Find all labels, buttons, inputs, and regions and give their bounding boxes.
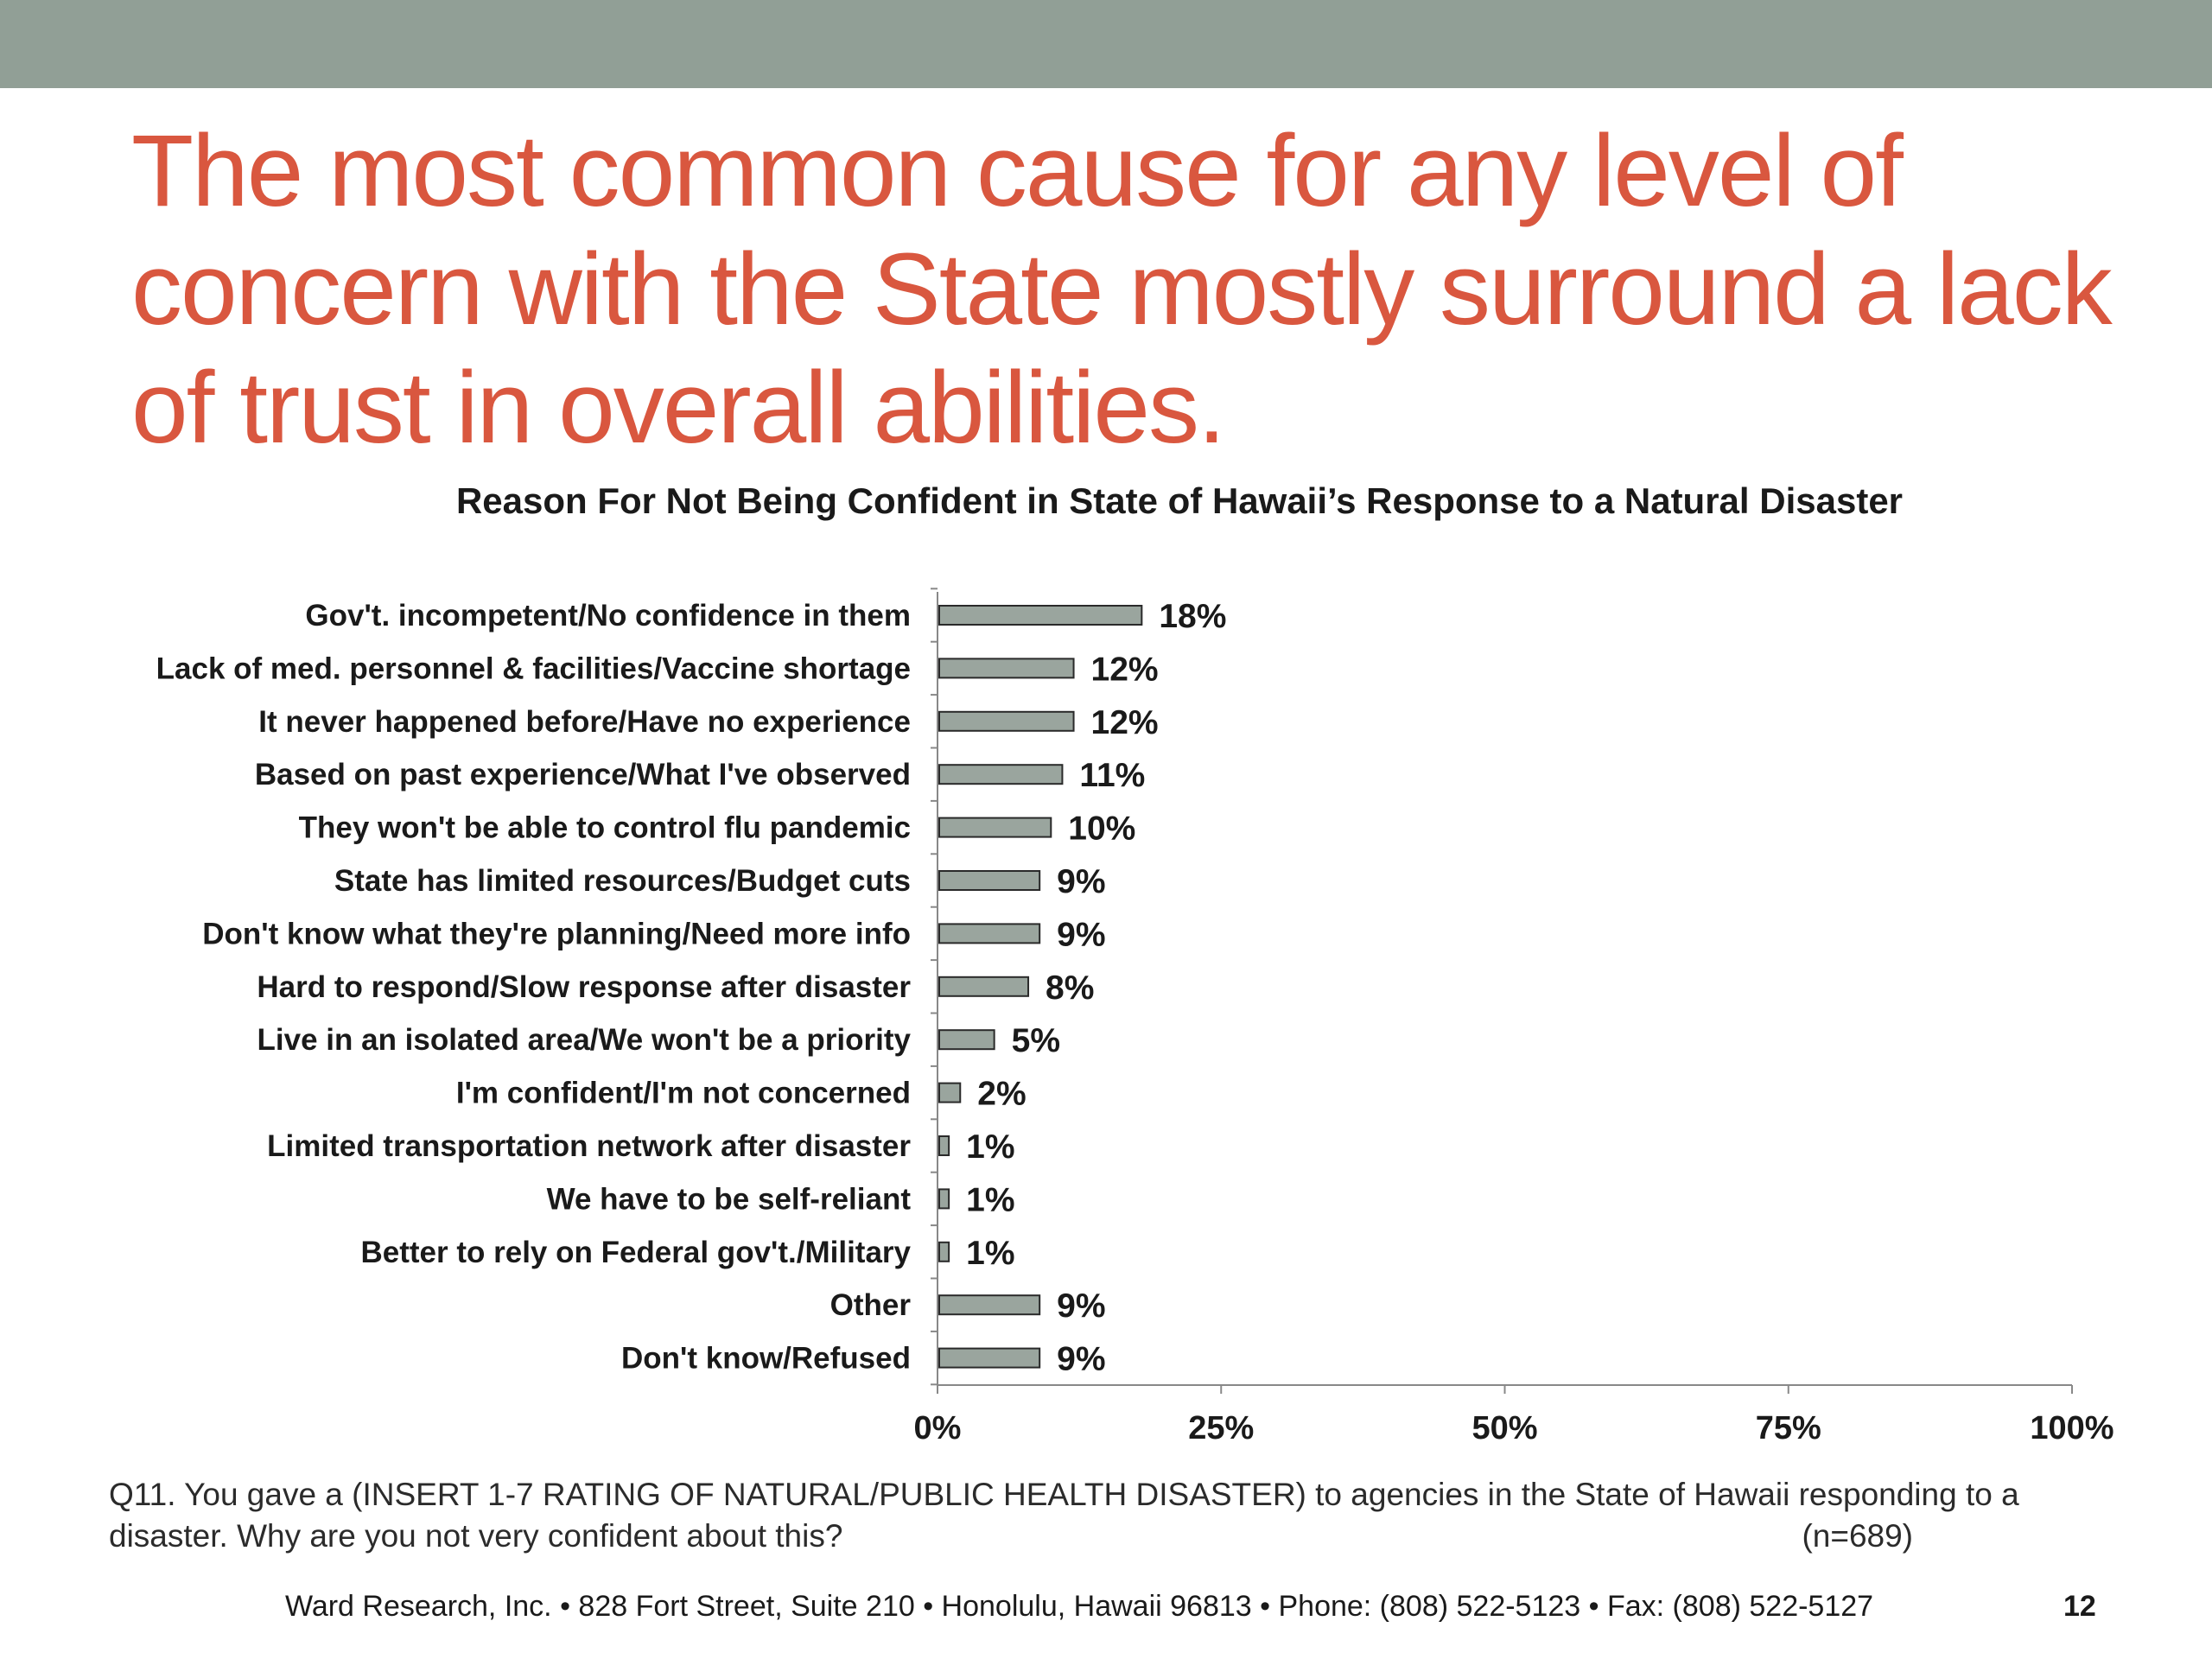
category-label: Don't know what they're planning/Need more info — [202, 917, 911, 951]
plot-area — [156, 588, 2114, 1446]
category-label: Hard to respond/Slow response after disaster — [257, 969, 911, 1004]
bar — [939, 1295, 1039, 1314]
x-tick-label: 100% — [2030, 1410, 2114, 1446]
slide-title: The most common cause for any level of concern with the State mostly surround a lack of trust in overall abilities. — [131, 114, 2111, 465]
value-label: 9% — [1057, 863, 1106, 900]
bar — [939, 1136, 949, 1155]
x-tick-label: 25% — [1188, 1410, 1255, 1446]
value-label: 2% — [977, 1075, 1027, 1113]
category-label: Don't know/Refused — [621, 1341, 911, 1376]
category-label: Limited transportation network after disaster — [267, 1129, 911, 1163]
category-label: I'm confident/I'm not concerned — [455, 1076, 911, 1110]
chart-title: Reason For Not Being Confident in State of Hawaii’s Response to a Natural Disaster — [455, 480, 1904, 521]
value-label: 11% — [1079, 757, 1146, 795]
page-number: 12 — [2063, 1590, 2096, 1623]
bar — [939, 924, 1039, 943]
value-label: 9% — [1057, 1340, 1106, 1378]
category-label: Better to rely on Federal gov't./Military — [360, 1235, 911, 1269]
category-label: Live in an isolated area/We won't be a priority — [257, 1023, 911, 1058]
category-label: Based on past experience/What I've observed — [254, 758, 911, 792]
bar — [939, 1349, 1039, 1368]
category-label: We have to be self-reliant — [546, 1182, 911, 1217]
sample-size: (n=689) — [1802, 1518, 1913, 1554]
category-label: State has limited resources/Budget cuts — [334, 864, 911, 898]
bar — [939, 977, 1028, 996]
value-label: 18% — [1159, 598, 1227, 635]
value-label: 9% — [1057, 1287, 1106, 1325]
category-label: Gov't. incompetent/No confidence in them — [305, 599, 911, 632]
value-label: 8% — [1046, 969, 1095, 1007]
footer-contact: Ward Research, Inc. • 828 Fort Street, Suite 210 • Honolulu, Hawaii 96813 • Phone: (808) 522-5123 • Fax: (808) 522-5127 — [285, 1590, 1874, 1623]
value-label: 9% — [1057, 916, 1106, 954]
question-text: Q11. You gave a (INSERT 1-7 RATING OF NATURAL/PUBLIC HEALTH DISASTER) to agencies in the State of Hawaii responding to a disaster. Why are you not very confident about this? — [109, 1477, 2019, 1554]
bar — [939, 658, 1074, 677]
category-label: Other — [830, 1288, 911, 1323]
value-label: 5% — [1011, 1022, 1061, 1060]
value-label: 1% — [966, 1181, 1015, 1219]
bar — [939, 1084, 960, 1103]
bar — [939, 871, 1039, 890]
bar — [939, 765, 1062, 784]
bar — [939, 1243, 949, 1262]
value-label: 1% — [966, 1128, 1015, 1166]
x-tick-label: 75% — [1755, 1410, 1821, 1446]
bar — [939, 712, 1074, 731]
category-label: It never happened before/Have no experience — [258, 704, 911, 739]
x-tick-label: 50% — [1471, 1410, 1538, 1446]
value-label: 12% — [1090, 703, 1159, 741]
value-label: 1% — [966, 1234, 1015, 1272]
bar — [939, 818, 1051, 837]
bar — [939, 606, 1141, 625]
value-label: 10% — [1068, 810, 1136, 848]
category-label: They won't be able to control flu pandemic — [298, 810, 911, 845]
bar — [939, 1189, 949, 1208]
value-label: 12% — [1090, 651, 1159, 689]
x-tick-label: 0% — [913, 1410, 962, 1446]
category-label: Lack of med. personnel & facilities/Vaccine shortage — [156, 652, 911, 686]
bar — [939, 1030, 995, 1049]
